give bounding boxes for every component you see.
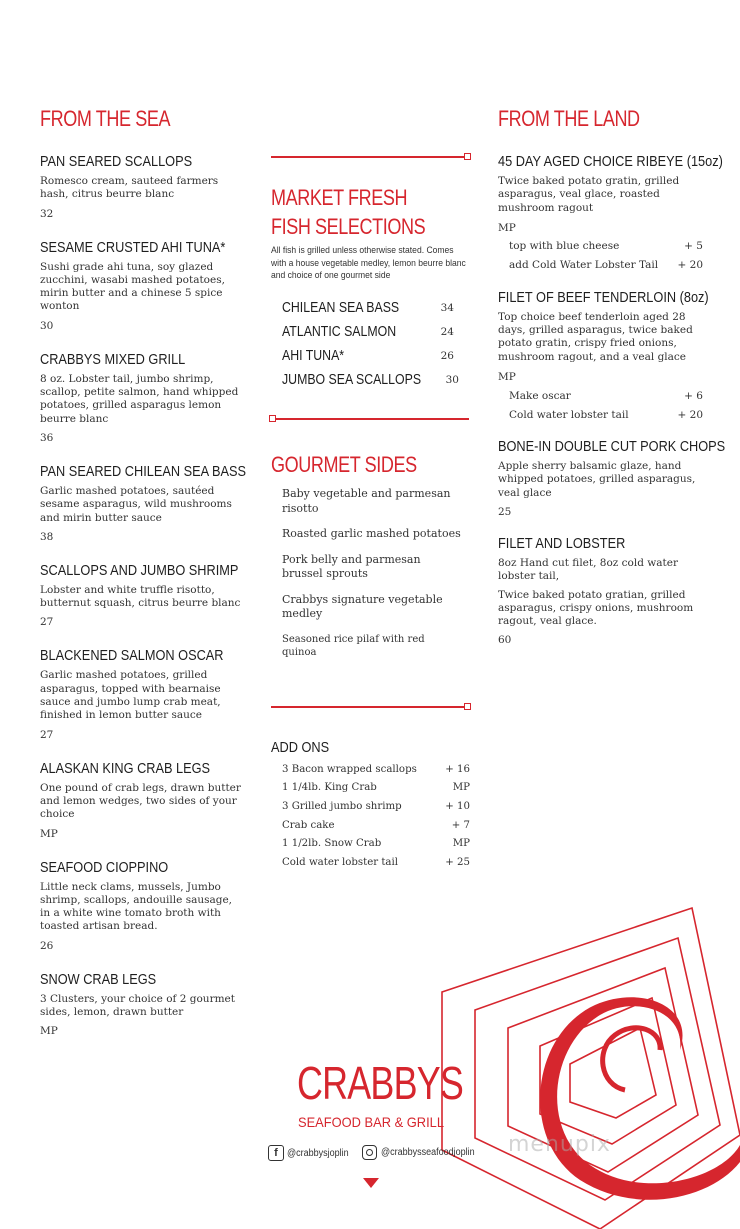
item-name: SEAFOOD CIOPPINO: [40, 858, 169, 876]
addons-list: [282, 760, 470, 872]
addon-row: [282, 779, 470, 798]
item-price: 60: [498, 634, 512, 647]
land-list: [498, 153, 726, 665]
addon-name: Cold water lobster tail: [282, 856, 399, 868]
spiral-outline: [475, 938, 720, 1200]
item-price: 36: [40, 431, 54, 444]
item-name: SNOW CRAB LEGS: [40, 970, 157, 988]
addon-name: 3 Grilled jumbo shrimp: [282, 800, 402, 812]
addon-price: + 25: [445, 856, 470, 868]
addon-price: + 7: [451, 819, 470, 831]
option-price: + 6: [684, 389, 703, 402]
item-name: ALASKAN KING CRAB LEGS: [40, 759, 211, 777]
item-desc: 8oz Hand cut filet, 8oz cold water lobster tail,: [498, 556, 678, 583]
instagram-handle: @crabbysseafoodjoplin: [381, 1147, 475, 1158]
option-row: [498, 237, 703, 256]
option-row: [498, 256, 703, 275]
addon-row: [282, 834, 470, 853]
item-name: FILET OF BEEF TENDERLOIN (8oz): [498, 288, 709, 306]
option-price: + 5: [684, 240, 703, 253]
instagram-icon: [362, 1145, 377, 1160]
item-desc: Sushi grade ahi tuna, soy glazed zucchini, wasabi mashed potatoes, mirin butter and a chinese 5 spice wonton: [40, 260, 225, 313]
menu-item: [40, 760, 245, 840]
item-name: BLACKENED SALMON OSCAR: [40, 647, 224, 665]
addon-price: + 10: [445, 800, 470, 812]
addon-row: [282, 853, 470, 872]
item-price: MP: [498, 371, 516, 384]
side-item: Seasoned rice pilaf with red quinoa: [282, 633, 425, 658]
fish-name: ATLANTIC SALMON: [282, 324, 397, 340]
watermark: menupix: [508, 1132, 611, 1157]
brand-logo: CRABBYS: [297, 1057, 464, 1109]
sea-title: FROM THE SEA: [40, 106, 171, 131]
side-item: Crabbys signature vegetable medley: [282, 592, 443, 620]
sides-title: GOURMET SIDES: [271, 452, 417, 477]
item-name: PAN SEARED SCALLOPS: [40, 153, 193, 170]
addon-name: 1 1/2lb. Snow Crab: [282, 838, 382, 850]
sea-list: [40, 153, 245, 1056]
ribeye-item: [498, 153, 723, 275]
menu-item: [40, 351, 245, 444]
divider: [271, 156, 469, 158]
instagram-link[interactable]: [362, 1145, 485, 1160]
spiral-graphic: [430, 900, 740, 1229]
addon-name: Crab cake: [282, 819, 335, 831]
item-desc: Garlic mashed potatoes, grilled asparagus, topped with bearnaise sauce and jumbo lump crab meat, finished in lemon butter sauce: [40, 669, 221, 722]
surf-item: [498, 535, 703, 646]
addon-price: + 16: [445, 763, 470, 775]
facebook-link[interactable]: [268, 1145, 356, 1161]
side-item: Baby vegetable and parmesan risotto: [282, 487, 451, 515]
fish-row: [282, 368, 459, 392]
item-price: 32: [40, 207, 54, 220]
pork-item: [498, 438, 726, 518]
item-name: SCALLOPS AND JUMBO SHRIMP: [40, 561, 239, 579]
item-price: 26: [40, 939, 54, 952]
item-desc: Twice baked potato gratian, grilled asparagus, crispy onions, mushroom ragout, veal glace.: [498, 588, 694, 628]
down-arrow-icon: [363, 1178, 379, 1188]
fish-price: 34: [440, 302, 454, 314]
fish-row: [282, 296, 454, 320]
menu-item: [40, 562, 245, 629]
option-name: Cold water lobster tail: [509, 408, 629, 421]
fish-row: [282, 320, 454, 344]
item-price: 30: [40, 319, 54, 332]
market-note: All fish is grilled unless otherwise stated. Comes with a house vegetable medley, lemon beurre blanc and choice of one gourmet side: [271, 245, 466, 280]
item-desc: Garlic mashed potatoes, sautéed sesame asparagus, wild mushrooms and mirin butter sauce: [40, 484, 232, 524]
item-name: PAN SEARED CHILEAN SEA BASS: [40, 462, 246, 480]
item-price: 38: [40, 530, 54, 543]
item-price: MP: [498, 221, 516, 234]
option-row: [498, 386, 703, 405]
addon-row: [282, 816, 470, 835]
item-name: SESAME CRUSTED AHI TUNA*: [40, 238, 226, 256]
fish-name: JUMBO SEA SCALLOPS: [282, 372, 422, 388]
spiral-swoosh: [603, 1028, 660, 1090]
option-name: add Cold Water Lobster Tail: [509, 259, 659, 272]
menu-item: [40, 971, 245, 1038]
market-title-line1: MARKET FRESH: [271, 185, 408, 210]
addon-price: MP: [452, 782, 470, 794]
option-name: top with blue cheese: [509, 240, 620, 253]
addon-row: [282, 760, 470, 779]
market-title-line2: FISH SELECTIONS: [271, 214, 426, 239]
item-desc: Top choice beef tenderloin aged 28 days, grilled asparagus, twice baked potato gratin, crispy fried onions, mushroom ragout, and a veal glace: [498, 310, 693, 363]
item-desc: One pound of crab legs, drawn butter and lemon wedges, two sides of your choice: [40, 781, 241, 821]
fish-row: [282, 344, 454, 368]
menu-item: [40, 239, 245, 332]
market-title: [271, 183, 425, 241]
fish-name: AHI TUNA*: [282, 348, 345, 364]
brand-tagline: SEAFOOD BAR & GRILL: [298, 1114, 445, 1130]
item-desc: Apple sherry balsamic glaze, hand whipped potatoes, grilled asparagus, veal glace: [498, 460, 696, 499]
sides-list: [282, 487, 462, 671]
addons-title: ADD ONS: [271, 739, 330, 756]
addon-price: MP: [452, 838, 470, 850]
divider: [271, 706, 469, 708]
filet-item: [498, 288, 709, 424]
side-item: Pork belly and parmesan brussel sprouts: [282, 552, 421, 580]
item-name: 45 DAY AGED CHOICE RIBEYE (15oz): [498, 153, 723, 170]
option-price: + 20: [677, 408, 703, 421]
item-price: 25: [498, 505, 512, 518]
land-title: FROM THE LAND: [498, 106, 640, 131]
side-item: Roasted garlic mashed potatoes: [282, 527, 461, 540]
item-name: BONE-IN DOUBLE CUT PORK CHOPS: [498, 438, 726, 456]
item-price: 27: [40, 616, 54, 629]
spiral-outline: [570, 1028, 656, 1118]
menu-item: [40, 463, 245, 543]
item-price: MP: [40, 1025, 58, 1038]
fish-list: [282, 296, 459, 392]
menu-item: [40, 153, 245, 220]
menu-item: [40, 859, 245, 952]
item-desc: Twice baked potato gratin, grilled asparagus, veal glace, roasted mushroom ragout: [498, 175, 680, 214]
addon-name: 1 1/4lb. King Crab: [282, 782, 377, 794]
addon-name: 3 Bacon wrapped scallops: [282, 763, 417, 775]
item-price: MP: [40, 827, 58, 840]
item-desc: Romesco cream, sauteed farmers hash, citrus beurre blanc: [40, 175, 219, 201]
fish-price: 24: [440, 326, 454, 338]
option-price: + 20: [677, 259, 703, 272]
item-price: 27: [40, 728, 54, 741]
fish-name: CHILEAN SEA BASS: [282, 300, 400, 316]
facebook-icon: f: [268, 1145, 284, 1161]
option-row: [498, 405, 703, 424]
fish-price: 30: [445, 374, 459, 386]
addon-row: [282, 797, 470, 816]
item-name: CRABBYS MIXED GRILL: [40, 350, 186, 368]
fish-price: 26: [440, 350, 454, 362]
item-desc: Little neck clams, mussels, Jumbo shrimp, scallops, andouille sausage, in a white wine tomato broth with toasted artisan bread.: [40, 880, 233, 933]
item-desc: Lobster and white truffle risotto, butternut squash, citrus beurre blanc: [40, 583, 241, 610]
divider: [271, 418, 469, 420]
option-name: Make oscar: [509, 389, 571, 402]
item-desc: 3 Clusters, your choice of 2 gourmet sides, lemon, drawn butter: [40, 992, 235, 1019]
item-desc: 8 oz. Lobster tail, jumbo shrimp, scallop, petite salmon, hand whipped potatoes, grilled asparagus lemon beurre blanc: [40, 372, 239, 425]
facebook-handle: @crabbysjoplin: [287, 1147, 349, 1159]
item-name: FILET AND LOBSTER: [498, 534, 626, 552]
menu-item: [40, 647, 245, 740]
